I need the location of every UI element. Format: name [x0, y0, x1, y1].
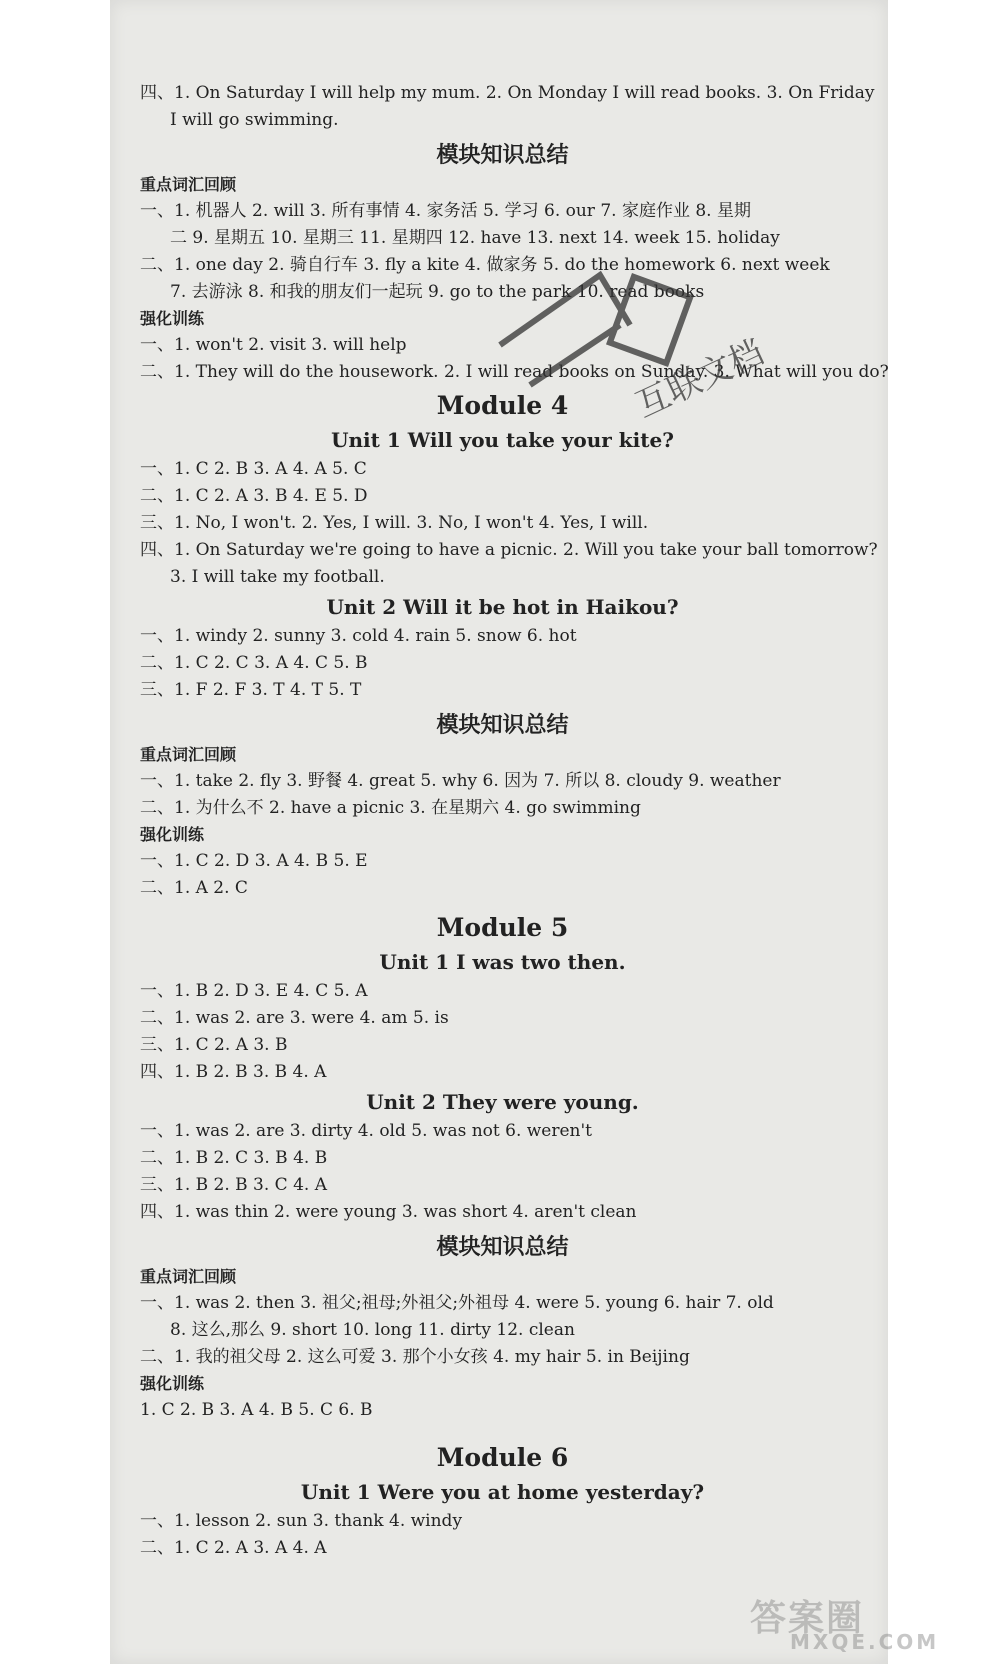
answer-line: 8. 这么,那么 9. short 10. long 11. dirty 12. clean	[170, 1320, 575, 1340]
unit-title: Unit 1 Were you at home yesterday?	[300, 1480, 705, 1504]
answer-line: 7. 去游泳 8. 和我的朋友们一起玩 9. go to the park 10. read books	[170, 282, 705, 302]
answer-line: 一、1. B 2. D 3. E 4. C 5. A	[140, 981, 368, 1001]
answer-line: 三、1. No, I won't. 2. Yes, I will. 3. No, I won't 4. Yes, I will.	[140, 513, 649, 533]
answer-line: 二、1. C 2. A 3. B 4. E 5. D	[140, 486, 368, 506]
subsection-heading: 强化训练	[140, 825, 205, 844]
subsection-heading: 重点词汇回顾	[140, 1267, 237, 1286]
answer-line: 3. I will take my football.	[170, 567, 385, 587]
watermark-logo: 答案圈	[750, 1598, 865, 1639]
answer-line: 一、1. windy 2. sunny 3. cold 4. rain 5. snow 6. hot	[140, 626, 577, 646]
answer-line: 二、1. 为什么不 2. have a picnic 3. 在星期六 4. go swimming	[140, 798, 641, 818]
subsection-heading: 重点词汇回顾	[140, 745, 237, 764]
section-heading: 模块知识总结	[436, 712, 569, 738]
answer-line: 三、1. F 2. F 3. T 4. T 5. T	[140, 680, 362, 700]
answer-line: 二 9. 星期五 10. 星期三 11. 星期四 12. have 13. next 14. week 15. holiday	[170, 228, 780, 248]
subsection-heading: 强化训练	[140, 309, 205, 328]
unit-title: Unit 2 Will it be hot in Haikou?	[326, 595, 679, 619]
answer-line: 四、1. was thin 2. were young 3. was short 4. aren't clean	[140, 1202, 637, 1222]
answer-line: 三、1. B 2. B 3. C 4. A	[140, 1175, 327, 1195]
answer-line: 一、1. take 2. fly 3. 野餐 4. great 5. why 6. 因为 7. 所以 8. cloudy 9. weather	[140, 771, 781, 791]
unit-title: Unit 1 I was two then.	[379, 950, 626, 974]
unit-title: Unit 2 They were young.	[366, 1090, 639, 1114]
answer-line: 一、1. lesson 2. sun 3. thank 4. windy	[140, 1511, 463, 1531]
watermark-url: MXQE.COM	[790, 1630, 940, 1654]
answer-line: 二、1. B 2. C 3. B 4. B	[140, 1148, 328, 1168]
answer-line: 四、1. B 2. B 3. B 4. A	[140, 1062, 327, 1082]
page-content	[140, 80, 889, 1562]
answer-line: 一、1. won't 2. visit 3. will help	[140, 335, 407, 355]
answer-line: 一、1. was 2. are 3. dirty 4. old 5. was not 6. weren't	[140, 1121, 593, 1141]
section-heading: 模块知识总结	[436, 142, 569, 168]
answer-line: I will go swimming.	[170, 110, 339, 130]
answer-line: 二、1. C 2. C 3. A 4. C 5. B	[140, 653, 368, 673]
answer-line: 三、1. C 2. A 3. B	[140, 1035, 288, 1055]
stamp-text: 互联文档	[629, 332, 770, 426]
subsection-heading: 强化训练	[140, 1374, 205, 1393]
answer-sheet-page	[110, 0, 888, 1664]
module-title: Module 5	[436, 913, 569, 942]
module-title: Module 6	[436, 1443, 569, 1472]
answer-line: 二、1. one day 2. 骑自行车 3. fly a kite 4. 做家务 5. do the homework 6. next week	[140, 255, 830, 275]
answer-line: 一、1. 机器人 2. will 3. 所有事情 4. 家务活 5. 学习 6. our 7. 家庭作业 8. 星期	[140, 201, 751, 221]
answer-line: 二、1. A 2. C	[140, 878, 248, 898]
answer-line: 二、1. was 2. are 3. were 4. am 5. is	[140, 1008, 449, 1028]
unit-title: Unit 1 Will you take your kite?	[331, 428, 674, 452]
answer-line: 二、1. C 2. A 3. A 4. A	[140, 1538, 327, 1558]
answer-line: 二、1. 我的祖父母 2. 这么可爱 3. 那个小女孩 4. my hair 5. in Beijing	[140, 1347, 690, 1367]
answer-line: 一、1. C 2. B 3. A 4. A 5. C	[140, 459, 367, 479]
answer-line: 二、1. They will do the housework. 2. I will read books on Sunday. 3. What will you do?	[140, 362, 889, 382]
answer-line: 1. C 2. B 3. A 4. B 5. C 6. B	[140, 1400, 373, 1420]
subsection-heading: 重点词汇回顾	[140, 175, 237, 194]
answer-line: 一、1. C 2. D 3. A 4. B 5. E	[140, 851, 368, 871]
answer-line: 四、1. On Saturday I will help my mum. 2. On Monday I will read books. 3. On Friday	[140, 83, 875, 103]
answer-line: 一、1. was 2. then 3. 祖父;祖母;外祖父;外祖母 4. were 5. young 6. hair 7. old	[140, 1293, 774, 1313]
section-heading: 模块知识总结	[436, 1234, 569, 1260]
module-title: Module 4	[436, 391, 569, 420]
answer-line: 四、1. On Saturday we're going to have a picnic. 2. Will you take your ball tomorrow?	[140, 540, 878, 560]
